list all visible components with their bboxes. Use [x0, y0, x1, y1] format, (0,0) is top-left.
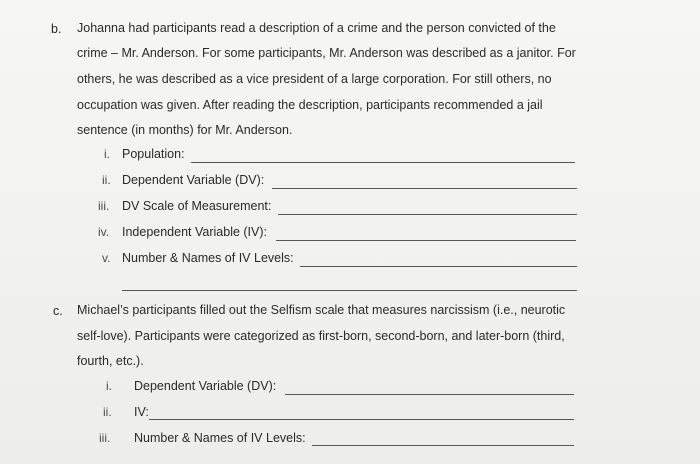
b-item-2-label: Dependent Variable (DV): — [122, 173, 265, 187]
b-item-2-number: ii. — [102, 173, 111, 187]
b-item-3-label: DV Scale of Measurement: — [122, 199, 272, 213]
c-item-1-answer-line[interactable] — [285, 394, 574, 395]
b-item-5-answer-line-2[interactable] — [122, 290, 577, 291]
b-item-1-answer-line[interactable] — [191, 162, 575, 163]
c-item-2-number: ii. — [103, 405, 112, 419]
c-item-3-label: Number & Names of IV Levels: — [134, 431, 306, 445]
b-item-5-number: v. — [102, 251, 111, 265]
b-item-3-answer-line[interactable] — [278, 214, 577, 215]
section-b-line-4: occupation was given. After reading the description, participants recommended a jail — [77, 98, 543, 112]
b-item-4-label: Independent Variable (IV): — [122, 225, 268, 239]
section-c-letter: c. — [53, 304, 63, 318]
b-item-1-number: i. — [104, 147, 110, 161]
c-item-1-number: i. — [106, 379, 112, 393]
b-item-5-answer-line[interactable] — [300, 266, 577, 267]
b-item-2-answer-line[interactable] — [272, 188, 577, 189]
section-c-line-3: fourth, etc.). — [77, 354, 144, 368]
c-item-3-answer-line[interactable] — [312, 445, 574, 446]
section-b-line-1: Johanna had participants read a description of a crime and the person convicted of the — [77, 21, 556, 35]
c-item-3-number: iii. — [99, 431, 111, 445]
b-item-4-number: iv. — [98, 225, 110, 239]
b-item-1-label: Population: — [122, 147, 185, 161]
c-item-2-label: IV: — [134, 405, 149, 419]
section-b-line-5: sentence (in months) for Mr. Anderson. — [77, 123, 293, 137]
section-b-letter: b. — [51, 22, 62, 36]
b-item-4-answer-line[interactable] — [276, 240, 576, 241]
section-c-line-2: self-love). Participants were categorized as first-born, second-born, and later-born (third, — [77, 329, 565, 343]
section-c-line-1: Michael’s participants filled out the Selfism scale that measures narcissism (i.e., neurotic — [77, 303, 566, 317]
b-item-3-number: iii. — [98, 199, 110, 213]
c-item-1-label: Dependent Variable (DV): — [134, 379, 277, 393]
c-item-2-answer-line[interactable] — [149, 419, 574, 420]
section-b-line-3: others, he was described as a vice president of a large corporation. For still others, no — [77, 72, 552, 86]
b-item-5-label: Number & Names of IV Levels: — [122, 251, 294, 265]
section-b-line-2: crime – Mr. Anderson. For some participants, Mr. Anderson was described as a janitor. For — [77, 46, 576, 60]
